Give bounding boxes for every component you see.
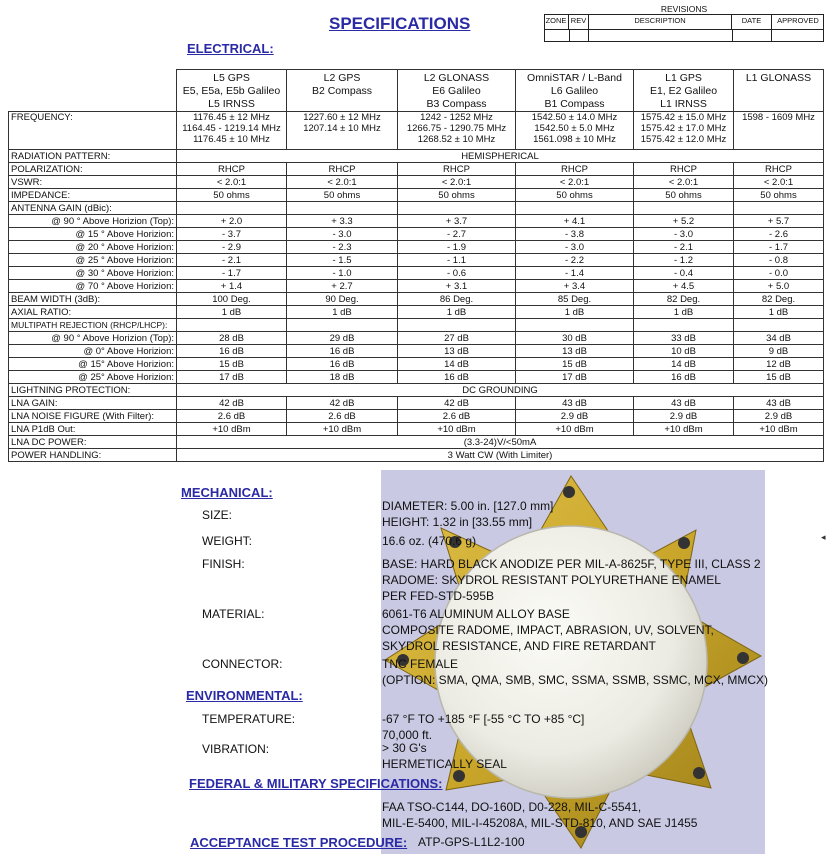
finish-label: FINISH:	[202, 557, 245, 571]
table-cell: + 5.2	[634, 215, 734, 228]
table-cell: 34 dB	[734, 332, 824, 345]
table-cell: +10 dBm	[398, 423, 516, 436]
impedance-label: IMPEDANCE:	[9, 189, 177, 202]
multipath-label: MULTIPATH REJECTION (RHCP/LHCP):	[9, 319, 177, 332]
table-row	[9, 163, 824, 176]
temperature-label: TEMPERATURE:	[202, 712, 296, 726]
rev-approved-label: APPROVED	[777, 16, 819, 25]
table-cell: 29 dB	[287, 332, 398, 345]
table-cell: - 2.1	[177, 254, 287, 267]
table-row	[9, 189, 824, 202]
margin-mark: ◂	[821, 532, 826, 542]
table-cell: + 3.4	[516, 280, 634, 293]
frequency-cell: 1176.45 ± 12 MHz 1164.45 - 1219.14 MHz 1176.45 ± 10 MHz	[177, 112, 287, 150]
table-cell: 50 ohms	[398, 189, 516, 202]
table-cell: 17 dB	[516, 371, 634, 384]
gain-angle-label: @ 30 ° Above Horizion:	[9, 267, 177, 280]
electrical-heading: ELECTRICAL:	[187, 41, 274, 56]
table-row	[9, 176, 824, 189]
table-row	[9, 345, 824, 358]
column-header: L1 GLONASS	[734, 70, 824, 112]
table-cell: + 4.5	[634, 280, 734, 293]
table-cell: + 3.3	[287, 215, 398, 228]
table-row	[9, 449, 824, 462]
table-cell: - 0.0	[734, 267, 824, 280]
table-cell: < 2.0:1	[734, 176, 824, 189]
table-cell: 1 dB	[516, 306, 634, 319]
table-cell	[516, 202, 634, 215]
table-cell: - 3.0	[287, 228, 398, 241]
table-cell: - 2.9	[177, 241, 287, 254]
column-header: OmniSTAR / L-Band L6 Galileo B1 Compass	[516, 70, 634, 112]
lightning-label: LIGHTNING PROTECTION:	[9, 384, 177, 397]
table-cell: 14 dB	[398, 358, 516, 371]
power-handling-value: 3 Watt CW (With Limiter)	[177, 449, 824, 462]
table-cell: + 2.7	[287, 280, 398, 293]
lna-noise-label: LNA NOISE FIGURE (With Filter):	[9, 410, 177, 423]
table-cell: 82 Deg.	[734, 293, 824, 306]
table-cell: 42 dB	[398, 397, 516, 410]
rev-divider	[732, 30, 772, 42]
table-cell: +10 dBm	[634, 423, 734, 436]
table-cell: - 1.2	[634, 254, 734, 267]
table-cell	[734, 319, 824, 332]
revisions-block	[544, 2, 824, 42]
table-cell: - 2.7	[398, 228, 516, 241]
table-cell	[398, 319, 516, 332]
table-row	[9, 410, 824, 423]
multipath-angle-label: @ 0° Above Horizion:	[9, 345, 177, 358]
table-cell: 85 Deg.	[516, 293, 634, 306]
table-cell: - 2.3	[287, 241, 398, 254]
rev-date-label: DATE	[741, 16, 762, 25]
table-header-row	[9, 70, 824, 112]
table-cell: + 3.7	[398, 215, 516, 228]
radiation-pattern-value: HEMISPHERICAL	[177, 150, 824, 163]
mechanical-heading: MECHANICAL:	[181, 485, 273, 500]
table-cell: 1 dB	[287, 306, 398, 319]
power-handling-label: POWER HANDLING:	[9, 449, 177, 462]
rev-rev-label: REV	[570, 16, 587, 25]
table-row	[9, 358, 824, 371]
table-cell	[634, 319, 734, 332]
table-cell: + 3.1	[398, 280, 516, 293]
table-cell: 82 Deg.	[634, 293, 734, 306]
table-cell: 27 dB	[398, 332, 516, 345]
acceptance-value: ATP-GPS-L1L2-100	[418, 835, 525, 849]
weight-label: WEIGHT:	[202, 534, 252, 548]
table-cell: RHCP	[734, 163, 824, 176]
table-cell: 16 dB	[287, 358, 398, 371]
table-row	[9, 267, 824, 280]
table-cell: 10 dB	[634, 345, 734, 358]
finish-value: BASE: HARD BLACK ANODIZE PER MIL-A-8625F, TYPE III, CLASS 2 RADOME: SKYDROL RESISTANT POLYURETHANE ENAMEL PER FED-STD-595B	[382, 557, 761, 603]
table-cell: 43 dB	[734, 397, 824, 410]
table-cell: 50 ohms	[634, 189, 734, 202]
environmental-heading: ENVIRONMENTAL:	[186, 688, 303, 703]
table-cell: +10 dBm	[734, 423, 824, 436]
table-row	[9, 254, 824, 267]
table-cell	[287, 319, 398, 332]
table-row	[9, 293, 824, 306]
table-row	[9, 306, 824, 319]
table-cell	[634, 202, 734, 215]
table-cell: 2.6 dB	[287, 410, 398, 423]
table-cell: < 2.0:1	[516, 176, 634, 189]
table-cell: 14 dB	[634, 358, 734, 371]
frequency-cell: 1575.42 ± 15.0 MHz 1575.42 ± 17.0 MHz 1575.42 ± 12.0 MHz	[634, 112, 734, 150]
table-cell	[177, 202, 287, 215]
rev-description-label: DESCRIPTION	[634, 16, 686, 25]
table-cell: + 4.1	[516, 215, 634, 228]
table-cell: 2.9 dB	[634, 410, 734, 423]
table-cell: - 3.0	[516, 241, 634, 254]
table-cell: - 2.1	[634, 241, 734, 254]
rev-description-cell	[589, 14, 732, 30]
table-cell: 2.9 dB	[734, 410, 824, 423]
column-header: L5 GPS E5, E5a, E5b Galileo L5 IRNSS	[177, 70, 287, 112]
rev-approved-cell	[772, 14, 824, 30]
table-cell: - 1.1	[398, 254, 516, 267]
table-cell: 16 dB	[634, 371, 734, 384]
table-cell: 16 dB	[398, 371, 516, 384]
table-cell: 2.6 dB	[177, 410, 287, 423]
table-row	[9, 371, 824, 384]
lna-p1db-label: LNA P1dB Out:	[9, 423, 177, 436]
table-cell: 2.6 dB	[398, 410, 516, 423]
table-cell: 1 dB	[177, 306, 287, 319]
table-cell: 15 dB	[516, 358, 634, 371]
lna-dc-label: LNA DC POWER:	[9, 436, 177, 449]
polarization-label: POLARIZATION:	[9, 163, 177, 176]
table-cell: 2.9 dB	[516, 410, 634, 423]
table-cell	[398, 202, 516, 215]
table-cell: 33 dB	[634, 332, 734, 345]
rev-divider	[569, 30, 589, 42]
lna-dc-value: (3.3-24)V/<50mA	[177, 436, 824, 449]
frequency-cell: 1227.60 ± 12 MHz 1207.14 ± 10 MHz	[287, 112, 398, 150]
table-cell: 86 Deg.	[398, 293, 516, 306]
column-header: L2 GPS B2 Compass	[287, 70, 398, 112]
table-row	[9, 384, 824, 397]
size-value: DIAMETER: 5.00 in. [127.0 mm] HEIGHT: 1.32 in [33.55 mm]	[382, 499, 554, 529]
rev-rev-cell	[569, 14, 589, 30]
table-cell: - 1.7	[734, 241, 824, 254]
table-row	[9, 280, 824, 293]
frequency-label: FREQUENCY:	[9, 112, 177, 150]
table-cell: 16 dB	[177, 345, 287, 358]
table-cell: - 1.4	[516, 267, 634, 280]
table-cell: + 5.7	[734, 215, 824, 228]
table-cell: 43 dB	[516, 397, 634, 410]
table-row	[9, 215, 824, 228]
table-cell: 50 ohms	[287, 189, 398, 202]
multipath-angle-label: @ 90 ° Above Horizion (Top):	[9, 332, 177, 345]
table-cell: - 1.7	[177, 267, 287, 280]
axial-ratio-label: AXIAL RATIO:	[9, 306, 177, 319]
table-cell: 9 dB	[734, 345, 824, 358]
page-title: SPECIFICATIONS	[329, 14, 471, 33]
federal-heading: FEDERAL & MILITARY SPECIFICATIONS:	[189, 776, 443, 791]
gain-angle-label: @ 20 ° Above Horizion:	[9, 241, 177, 254]
table-cell: RHCP	[287, 163, 398, 176]
frequency-cell: 1542.50 ± 14.0 MHz 1542.50 ± 5.0 MHz 1561.098 ± 10 MHz	[516, 112, 634, 150]
table-cell: 43 dB	[634, 397, 734, 410]
gain-angle-label: @ 15 ° Above Horizion:	[9, 228, 177, 241]
lightning-value: DC GROUNDING	[177, 384, 824, 397]
temperature-value: -67 °F TO +185 °F [-55 °C TO +85 °C] 70,000 ft.	[382, 712, 585, 742]
electrical-spec-table	[8, 69, 824, 462]
federal-value: FAA TSO-C144, DO-160D, D0-228, MIL-C-5541, MIL-E-5400, MIL-I-45208A, MIL-STD-810, AND SAE J1455	[382, 800, 698, 830]
table-cell: - 3.7	[177, 228, 287, 241]
table-cell: 42 dB	[177, 397, 287, 410]
rev-date-cell	[732, 14, 772, 30]
table-cell: 28 dB	[177, 332, 287, 345]
table-cell: < 2.0:1	[177, 176, 287, 189]
revisions-title: REVISIONS	[660, 4, 708, 14]
table-row	[9, 241, 824, 254]
table-cell	[516, 319, 634, 332]
gain-angle-label: @ 90 ° Above Horizion (Top):	[9, 215, 177, 228]
table-cell: RHCP	[398, 163, 516, 176]
table-cell	[177, 319, 287, 332]
table-cell: 100 Deg.	[177, 293, 287, 306]
table-cell: - 3.8	[516, 228, 634, 241]
table-row	[9, 397, 824, 410]
column-header: L1 GPS E1, E2 Galileo L1 IRNSS	[634, 70, 734, 112]
table-cell: + 5.0	[734, 280, 824, 293]
table-cell: - 0.8	[734, 254, 824, 267]
table-row	[9, 436, 824, 449]
lna-gain-label: LNA GAIN:	[9, 397, 177, 410]
table-cell: 30 dB	[516, 332, 634, 345]
table-cell: RHCP	[177, 163, 287, 176]
antenna-gain-label: ANTENNA GAIN (dBic):	[9, 202, 177, 215]
table-cell: 13 dB	[398, 345, 516, 358]
table-cell: 17 dB	[177, 371, 287, 384]
table-cell: +10 dBm	[177, 423, 287, 436]
table-cell: 50 ohms	[734, 189, 824, 202]
table-cell: - 2.2	[516, 254, 634, 267]
table-cell: < 2.0:1	[287, 176, 398, 189]
table-cell: - 1.5	[287, 254, 398, 267]
gain-angle-label: @ 70 ° Above Horizion:	[9, 280, 177, 293]
multipath-angle-label: @ 15° Above Horizion:	[9, 358, 177, 371]
table-row	[9, 332, 824, 345]
table-cell: 1 dB	[634, 306, 734, 319]
header-blank-cell	[9, 70, 177, 112]
table-cell: < 2.0:1	[634, 176, 734, 189]
table-cell: 90 Deg.	[287, 293, 398, 306]
frequency-cell: 1242 - 1252 MHz 1266.75 - 1290.75 MHz 1268.52 ± 10 MHz	[398, 112, 516, 150]
table-cell: 15 dB	[734, 371, 824, 384]
table-cell: 50 ohms	[177, 189, 287, 202]
table-cell: - 1.0	[287, 267, 398, 280]
table-cell: RHCP	[516, 163, 634, 176]
column-header: L2 GLONASS E6 Galileo B3 Compass	[398, 70, 516, 112]
table-cell: 15 dB	[177, 358, 287, 371]
table-cell: - 0.4	[634, 267, 734, 280]
table-cell: 50 ohms	[516, 189, 634, 202]
material-value: 6061-T6 ALUMINUM ALLOY BASE COMPOSITE RADOME, IMPACT, ABRASION, UV, SOLVENT, SKYDROL RESISTANCE, AND FIRE RETARDANT	[382, 607, 714, 653]
table-row	[9, 228, 824, 241]
table-cell: +10 dBm	[516, 423, 634, 436]
rev-zone-cell	[544, 14, 569, 30]
table-cell: - 3.0	[634, 228, 734, 241]
gain-angle-label: @ 25 ° Above Horizion:	[9, 254, 177, 267]
table-cell: 42 dB	[287, 397, 398, 410]
weight-value: 16.6 oz. (470.6 g)	[382, 534, 477, 548]
table-cell: 1 dB	[734, 306, 824, 319]
vibration-value: > 30 G's HERMETICALLY SEAL	[382, 741, 507, 771]
radiation-pattern-label: RADIATION PATTERN:	[9, 150, 177, 163]
table-cell: 12 dB	[734, 358, 824, 371]
vibration-label: VIBRATION:	[202, 742, 270, 756]
table-cell: - 0.6	[398, 267, 516, 280]
beam-width-label: BEAM WIDTH (3dB):	[9, 293, 177, 306]
material-label: MATERIAL:	[202, 607, 265, 621]
connector-value: TNC FEMALE (OPTION: SMA, QMA, SMB, SMC, SSMA, SSMB, SSMC, MCX, MMCX)	[382, 657, 769, 687]
table-cell: 1 dB	[398, 306, 516, 319]
table-cell: +10 dBm	[287, 423, 398, 436]
table-cell: 16 dB	[287, 345, 398, 358]
table-cell: RHCP	[634, 163, 734, 176]
connector-label: CONNECTOR:	[202, 657, 283, 671]
table-cell: < 2.0:1	[398, 176, 516, 189]
table-cell: + 2.0	[177, 215, 287, 228]
acceptance-heading: ACCEPTANCE TEST PROCEDURE:	[190, 835, 408, 850]
frequency-cell: 1598 - 1609 MHz	[734, 112, 824, 150]
table-row	[9, 150, 824, 163]
table-cell: + 1.4	[177, 280, 287, 293]
size-label: SIZE:	[202, 508, 233, 522]
table-row	[9, 112, 824, 150]
vswr-label: VSWR:	[9, 176, 177, 189]
multipath-angle-label: @ 25° Above Horizion:	[9, 371, 177, 384]
rev-zone-label: ZONE	[545, 16, 567, 25]
table-cell: - 2.6	[734, 228, 824, 241]
table-cell: 18 dB	[287, 371, 398, 384]
table-row	[9, 423, 824, 436]
table-cell: - 1.9	[398, 241, 516, 254]
table-row	[9, 319, 824, 332]
table-cell: 13 dB	[516, 345, 634, 358]
table-row	[9, 202, 824, 215]
table-cell	[734, 202, 824, 215]
table-cell	[287, 202, 398, 215]
